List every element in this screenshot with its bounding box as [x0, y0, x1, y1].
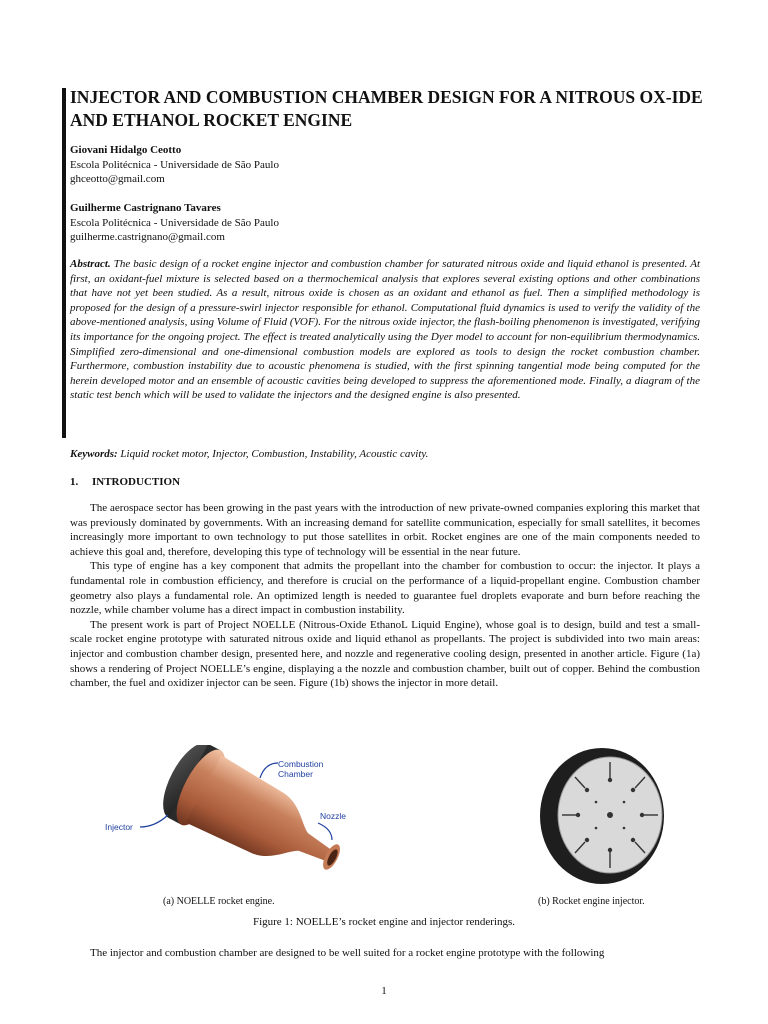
abstract-label: Abstract. [70, 258, 111, 270]
author-block-2 [70, 201, 279, 245]
section-title: INTRODUCTION [92, 476, 181, 488]
keywords-label: Keywords: [70, 448, 118, 460]
author-email: guilherme.castrignano@gmail.com [70, 231, 225, 243]
section-heading [70, 475, 180, 489]
paragraph: The aerospace sector has been growing in the past years with the introduction of new private-owned companies exploring this market that was previously dominated by governments. With an increasing demand for satellite communication, especially for small satellites, it becomes increasingly more important to own technology to put those satellites in orbit. Rocket engines are one of the main components needed to achieve this goal and, therefore, developing this type of technology will be essential in the near future. [70, 502, 700, 558]
label-combustion: Combustion [278, 759, 324, 769]
figure-1-caption: Figure 1: NOELLE’s rocket engine and injector renderings. [252, 916, 516, 928]
author-name: Guilherme Castrignano Tavares [70, 202, 221, 214]
injector-arrow [140, 815, 168, 827]
injector-figure [530, 740, 680, 890]
author-email: ghceotto@gmail.com [70, 173, 165, 185]
label-nozzle: Nozzle [320, 811, 346, 821]
figure-1a-caption: (a) NOELLE rocket engine. [163, 896, 275, 907]
author-block-1 [70, 143, 279, 187]
figure-1b-caption: (b) Rocket engine injector. [538, 896, 645, 907]
page-number: 1 [381, 985, 387, 997]
label-chamber: Chamber [278, 769, 313, 779]
nozzle-arrow [318, 823, 332, 840]
section-number: 1. [70, 476, 79, 488]
paragraph: The injector and combustion chamber are designed to be well suited for a rocket engine prototype with the following [90, 947, 605, 959]
abstract [70, 257, 700, 403]
author-affiliation: Escola Politécnica - Universidade de São Paulo [70, 158, 279, 171]
introduction-body [70, 501, 700, 691]
author-affiliation: Escola Politécnica - Universidade de São Paulo [70, 216, 279, 229]
paragraph: This type of engine has a key component that admits the propellant into the chamber for combustion to occur: the injector. It plays a fundamental role in combustion efficiency, and therefore is crucial on the performance of a liquid-propellant engine. Combustion chamber geometry also plays a fundamental role. An optimized length is needed to guarantee fuel droplets evaporate and burn before reaching the nozzle, while chamber volume has a direct impact in combustion instability. [70, 560, 700, 617]
abstract-text: The basic design of a rocket engine injector and combustion chamber for saturated nitrous oxide and liquid ethanol is presented. At first, an oxidant-fuel mixture is selected based on a thermochemical analysis that explores several existing options and other combinations that have not yet been studied. As a result, nitrous oxide is chosen as an oxidant and ethanol as fuel. Then a simplified methodology is proposed for the design of a pressure-swirl injector responsible for ethanol. Computational fluid dynamics is used to verify the validity of the above-mentioned analysis, using Volume of Fluid (VOF). For the nitrous oxide injector, the flash-boiling phenomenon is investigated, verifying its importance for the ongoing project. The effect is treated analytically using the Dyer model to account for non-equilibrium thermodynamics. Simplified zero-dimensional and one-dimensional combustion models are explored as tools to design the rocket combustion chamber. Furthermore, combustion instability due to acoustic phenomena is studied, with the first spinning tangential mode being computed for the herein developed motor and an ensemble of acoustic cavities being developed to suppress the aforementioned mode. Finally, a diagram of the static test bench which will be used to validate the injectors and the designed engine is also presented. [70, 258, 701, 402]
paragraph: The present work is part of Project NOELLE (Nitrous-Oxide EthanoL Liquid Engine), whose goal is to design, build and test a small-scale rocket engine prototype with saturated nitrous oxide and liquid ethanol as propellants. The project is subdivided into two main areas: injector and combustion chamber design, presented here, and nozzle and regenerative cooling design, presented in another article. Figure (1a) shows a rendering of Project NOELLE’s engine, displaying a the nozzle and combustion chamber, built out of copper. Behind the combustion chamber, the fuel and oxidizer injector can be seen. Figure (1b) shows the injector in more detail. [70, 618, 700, 690]
author-name: Giovani Hidalgo Ceotto [70, 144, 182, 156]
combustion-chamber-arrow [260, 763, 278, 778]
title-margin-bar [62, 88, 66, 438]
rocket-engine-figure [100, 745, 370, 895]
label-injector: Injector [105, 822, 133, 832]
keywords-text: Liquid rocket motor, Injector, Combustion, Instability, Acoustic cavity. [120, 448, 429, 460]
paper-title: INJECTOR AND COMBUSTION CHAMBER DESIGN FOR A NITROUS OX-IDE AND ETHANOL ROCKET ENGINE [70, 87, 703, 130]
keywords [70, 447, 700, 462]
